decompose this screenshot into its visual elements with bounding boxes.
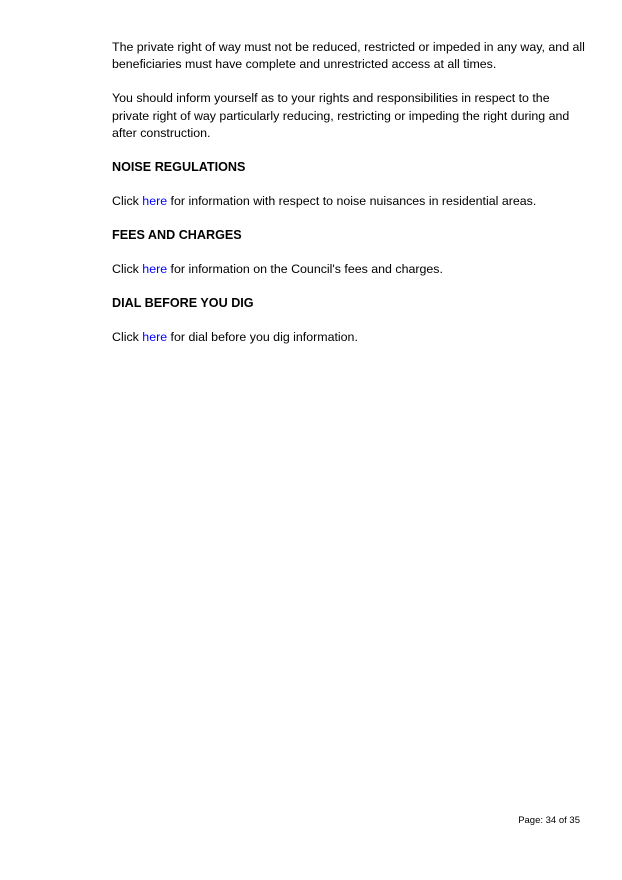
noise-info-text: for information with respect to noise nuisances in residential areas.: [167, 194, 537, 209]
noise-click-text: Click: [112, 194, 143, 209]
fees-charges-paragraph: [112, 261, 587, 278]
fees-info-text: for information on the Council's fees and charges.: [167, 262, 443, 277]
noise-regulations-heading: NOISE REGULATIONS: [112, 160, 246, 175]
fees-charges-link[interactable]: here: [142, 262, 168, 277]
fees-click-text: Click: [112, 262, 143, 277]
inform-paragraph: You should inform yourself as to your rights and responsibilities in respect to the private right of way particularly reducing, restricting or impeding the right during and after construction.: [112, 91, 570, 140]
fees-charges-heading: FEES AND CHARGES: [112, 228, 242, 243]
dial-before-you-dig-paragraph: [112, 329, 587, 346]
page-content: [112, 39, 587, 364]
dial-before-you-dig-heading: DIAL BEFORE YOU DIG: [112, 296, 254, 311]
dial-click-text: Click: [112, 330, 143, 345]
dial-before-you-dig-link[interactable]: here: [142, 330, 168, 345]
noise-regulations-paragraph: [112, 193, 587, 210]
right-of-way-paragraph: The private right of way must not be reduced, restricted or impeded in any way, and all beneficiaries must have complete and unrestricted access at all times.: [112, 40, 585, 72]
dial-info-text: for dial before you dig information.: [167, 330, 358, 345]
page-number-footer: Page: 34 of 35: [518, 815, 580, 826]
noise-regulations-link[interactable]: here: [142, 194, 168, 209]
